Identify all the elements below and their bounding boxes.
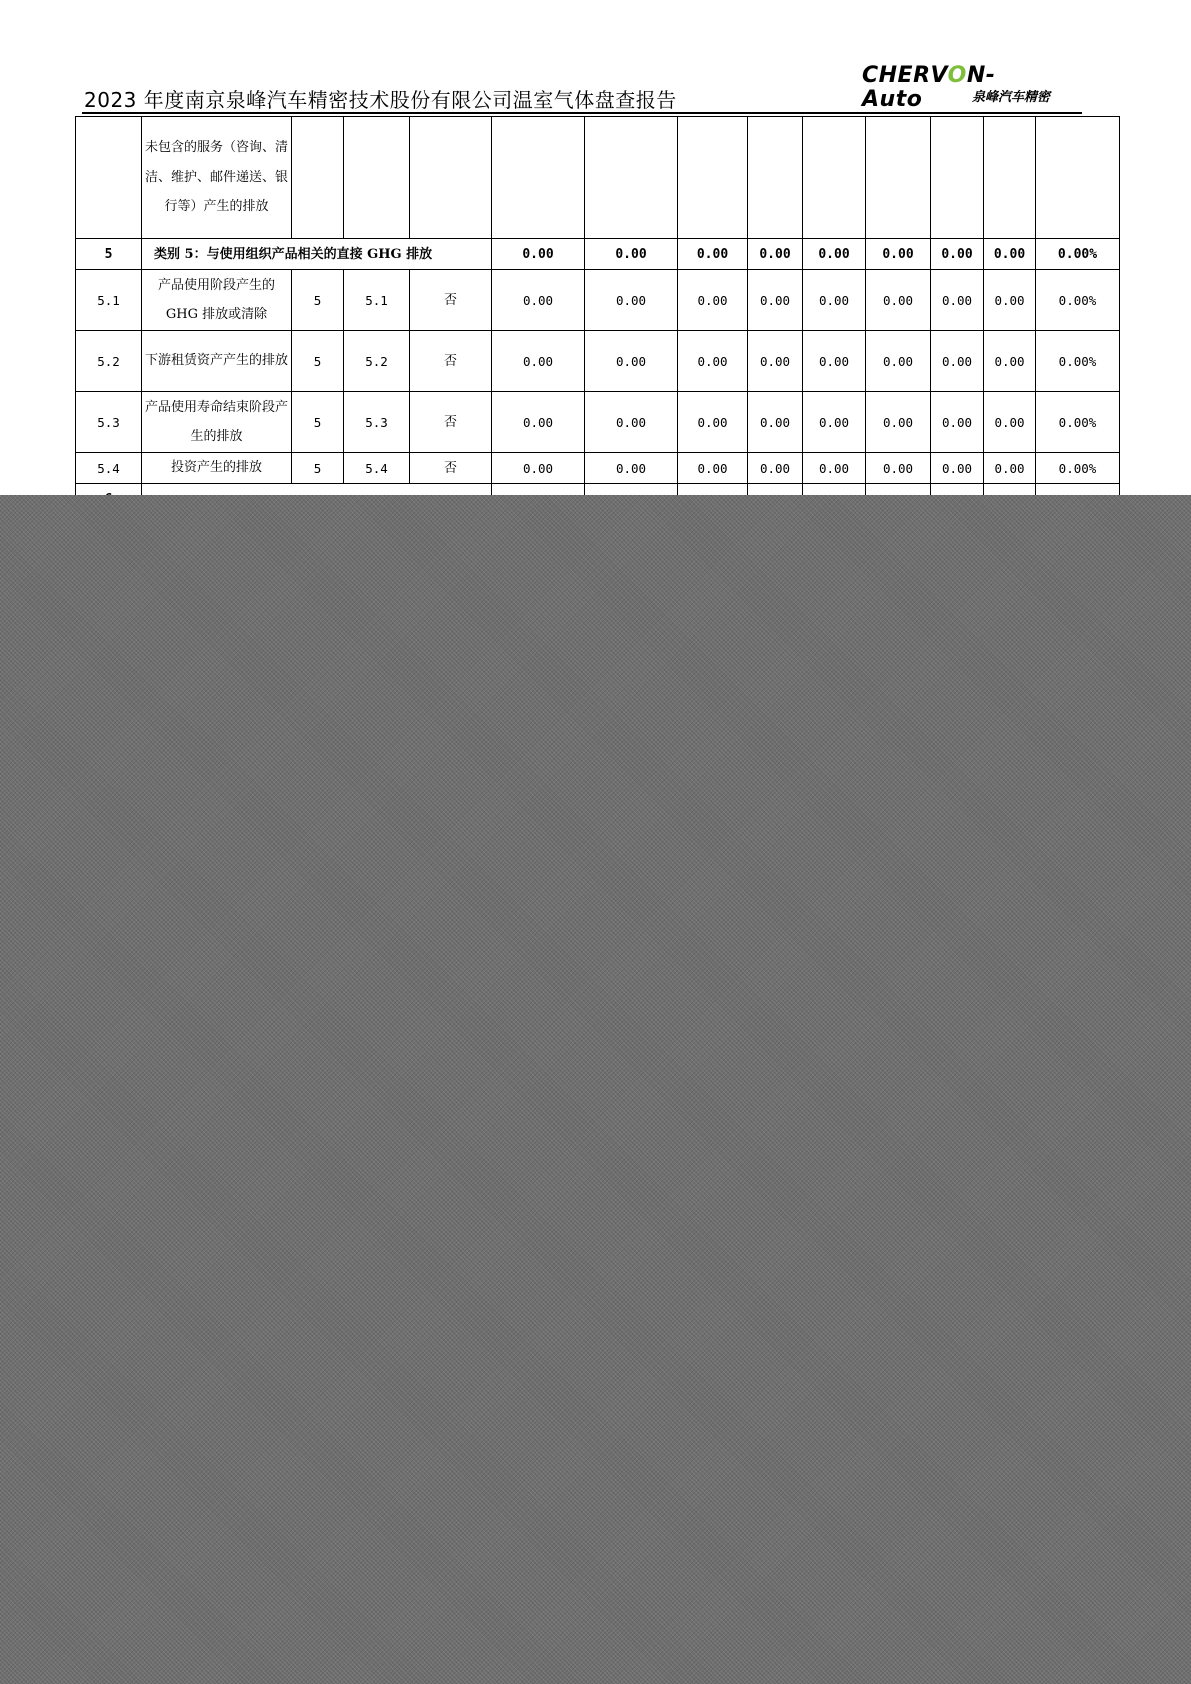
table-row — [76, 331, 1120, 392]
row-description: 未包含的服务（咨询、清洁、维护、邮件递送、银行等）产生的排放 — [142, 117, 292, 239]
value-cell: 0.00 — [866, 453, 931, 484]
row-category: 5 — [292, 453, 344, 484]
value-cell: 0.00 — [585, 239, 678, 270]
row-id: 5.3 — [76, 392, 142, 453]
value-cell: 0.00 — [931, 453, 984, 484]
percent-cell: 0.00% — [1036, 270, 1120, 331]
value-cell: 0.00 — [585, 331, 678, 392]
value-cell: 0.00 — [492, 453, 585, 484]
table-row — [76, 270, 1120, 331]
category-label: 类别 5：与使用组织产品相关的直接 GHG 排放 — [142, 239, 492, 270]
value-cell: 0.00 — [492, 392, 585, 453]
row-id: 5.2 — [76, 331, 142, 392]
value-cell: 0.00 — [748, 239, 803, 270]
row-id: 5.1 — [76, 270, 142, 331]
row-flag: 否 — [410, 453, 492, 484]
value-cell: 0.00 — [748, 270, 803, 331]
percent-cell: 0.00% — [1036, 331, 1120, 392]
category-row — [76, 239, 1120, 270]
row-category: 5 — [292, 270, 344, 331]
value-cell: 0.00 — [866, 239, 931, 270]
table-row — [76, 392, 1120, 453]
value-cell: 0.00 — [678, 270, 748, 331]
redaction-overlay — [0, 495, 1191, 1684]
row-flag: 否 — [410, 331, 492, 392]
row-flag: 否 — [410, 270, 492, 331]
value-cell: 0.00 — [931, 392, 984, 453]
percent-cell: 0.00% — [1036, 392, 1120, 453]
emissions-table — [75, 116, 1120, 515]
value-cell: 0.00 — [678, 453, 748, 484]
value-cell: 0.00 — [585, 270, 678, 331]
value-cell: 0.00 — [803, 270, 866, 331]
value-cell: 0.00 — [748, 392, 803, 453]
value-cell: 0.00 — [748, 453, 803, 484]
value-cell: 0.00 — [803, 239, 866, 270]
row-description: 投资产生的排放 — [142, 453, 292, 484]
value-cell: 0.00 — [984, 270, 1036, 331]
value-cell: 0.00 — [931, 331, 984, 392]
company-logo — [862, 63, 1054, 112]
value-cell: 0.00 — [585, 392, 678, 453]
row-code: 5.4 — [344, 453, 410, 484]
row-description: 下游租赁资产产生的排放 — [142, 331, 292, 392]
category-id: 5 — [76, 239, 142, 270]
logo-subtitle: 泉峰汽车精密 — [971, 90, 1050, 105]
row-description: 产品使用寿命结束阶段产生的排放 — [142, 392, 292, 453]
value-cell: 0.00 — [866, 270, 931, 331]
logo-brand: CHERVON-Auto — [862, 63, 996, 112]
table-row-continued — [76, 117, 1120, 239]
value-cell: 0.00 — [678, 239, 748, 270]
value-cell: 0.00 — [492, 239, 585, 270]
cell-empty — [76, 117, 142, 239]
row-code: 5.1 — [344, 270, 410, 331]
value-cell: 0.00 — [984, 239, 1036, 270]
value-cell: 0.00 — [678, 331, 748, 392]
table-row — [76, 453, 1120, 484]
value-cell: 0.00 — [748, 331, 803, 392]
value-cell: 0.00 — [678, 392, 748, 453]
row-flag: 否 — [410, 392, 492, 453]
value-cell: 0.00 — [803, 331, 866, 392]
report-title: 2023 年度南京泉峰汽车精密技术股份有限公司温室气体盘查报告 — [84, 88, 677, 112]
row-category: 5 — [292, 392, 344, 453]
value-cell: 0.00 — [984, 453, 1036, 484]
value-cell: 0.00 — [866, 392, 931, 453]
value-cell: 0.00 — [984, 392, 1036, 453]
value-cell: 0.00 — [585, 453, 678, 484]
header-rule — [82, 112, 1082, 114]
value-cell: 0.00 — [866, 331, 931, 392]
value-cell: 0.00 — [931, 270, 984, 331]
percent-cell: 0.00% — [1036, 453, 1120, 484]
value-cell: 0.00 — [803, 453, 866, 484]
value-cell: 0.00 — [492, 331, 585, 392]
value-cell: 0.00 — [492, 270, 585, 331]
row-code: 5.3 — [344, 392, 410, 453]
value-cell: 0.00 — [803, 392, 866, 453]
row-id: 5.4 — [76, 453, 142, 484]
row-code: 5.2 — [344, 331, 410, 392]
row-category: 5 — [292, 331, 344, 392]
row-description: 产品使用阶段产生的 GHG 排放或清除 — [142, 270, 292, 331]
percent-cell: 0.00% — [1036, 239, 1120, 270]
value-cell: 0.00 — [931, 239, 984, 270]
value-cell: 0.00 — [984, 331, 1036, 392]
